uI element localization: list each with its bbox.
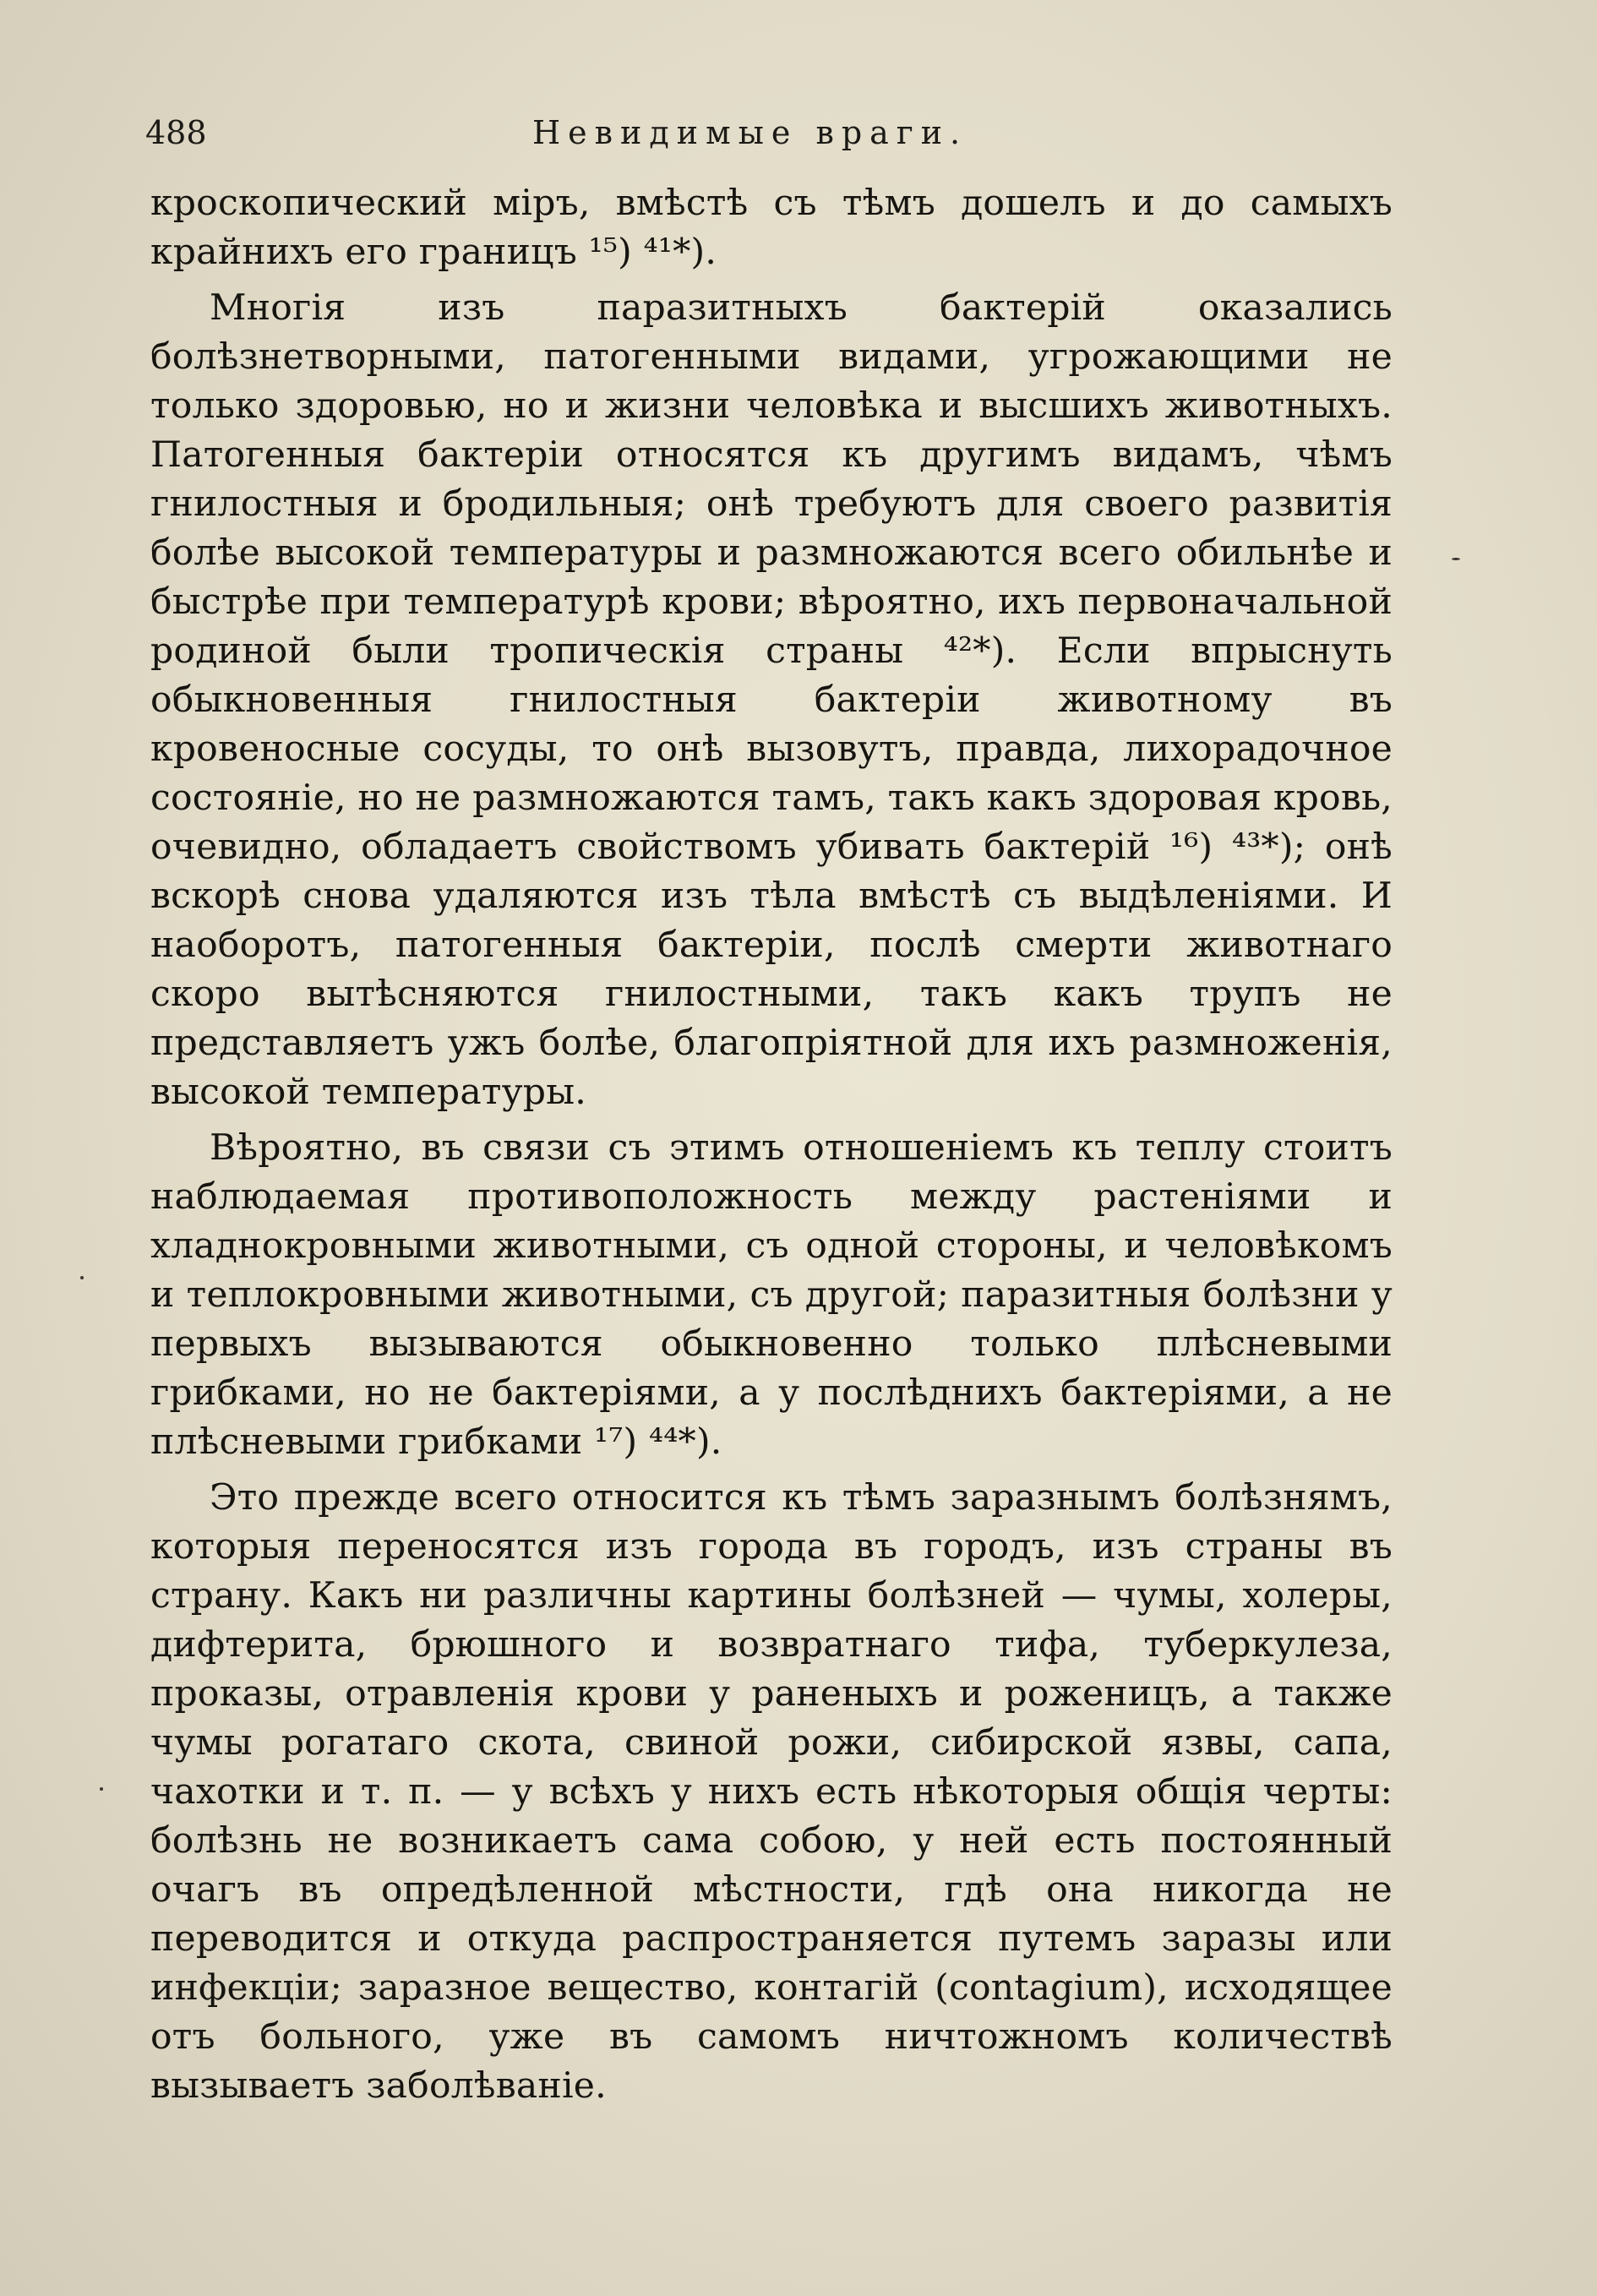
paragraph-continuation: кроскопический міръ, вмѣстѣ съ тѣмъ дошелъ и до самыхъ крайнихъ его границъ ¹⁵) ⁴¹*). <box>150 183 1393 273</box>
page-number: 488 <box>145 114 207 151</box>
paragraph-warm-blooded: Вѣроятно, въ связи съ этимъ отношеніемъ къ теплу стоитъ наблюдаемая противоположность между растеніями и хладнокровными животными, съ одной стороны, и человѣкомъ и теплокровными животными, съ другой; паразитныя болѣзни у первыхъ вызываются обыкновенно только плѣсневыми грибками, но не бактеріями, а у послѣднихъ бактеріями, а не плѣсневыми грибками ¹⁷) ⁴⁴*). <box>150 1127 1393 1463</box>
print-speck <box>1452 558 1460 560</box>
paragraph-pathogenic-bacteria: Многія изъ паразитныхъ бактерій оказались болѣзнетворными, патогенными видами, угрожающими не только здоровью, но и жизни человѣка и высшихъ животныхъ. Патогенныя бактеріи относятся къ другимъ видамъ, чѣмъ гнилостныя и бродильныя; онѣ требуютъ для своего развитія болѣе высокой температуры и размножаются всего обильнѣе и быстрѣе при температурѣ крови; вѣроятно, ихъ первоначальной родиной были тропическія страны ⁴²*). Если впрыснуть обыкновенныя гнилостныя бактеріи животному въ кровеносные сосуды, то онѣ вызовутъ, правда, лихорадочное состояніе, но не размножаются тамъ, такъ какъ здоровая кровь, очевидно, обладаетъ свойствомъ убивать бактерій ¹⁶) ⁴³*); онѣ вскорѣ снова удаляются изъ тѣла вмѣстѣ съ выдѣленіями. И наоборотъ, патогенныя бактеріи, послѣ смерти животнаго скоро вытѣсняются гнилостными, такъ какъ трупъ не представляетъ ужъ болѣе, благопріятной для ихъ размноженія, высокой температуры. <box>150 287 1393 1113</box>
page-header <box>0 114 1597 165</box>
body-text <box>150 179 1393 2111</box>
print-speck <box>100 1787 103 1791</box>
paragraph-contagious-diseases: Это прежде всего относится къ тѣмъ заразнымъ болѣзнямъ, которыя переносятся изъ города въ городъ, изъ страны въ страну. Какъ ни различны картины болѣзней — чумы, холеры, дифтерита, брюшного и возвратнаго тифа, туберкулеза, проказы, отравленія крови у раненыхъ и роженицъ, а также чумы рогатаго скота, свиной рожи, сибирской язвы, сапа, чахотки и т. п. — у всѣхъ у нихъ есть нѣкоторыя общія черты: болѣзнь не возникаетъ сама собою, у ней есть постоянный очагъ въ опредѣленной мѣстности, гдѣ она никогда не переводится и откуда распространяется путемъ заразы или инфекціи; заразное вещество, контагій (contagium), исходящее отъ больного, уже въ самомъ ничтожномъ количествѣ вызываетъ заболѣваніе. <box>150 1477 1393 2107</box>
running-title: Невидимые враги. <box>532 114 968 151</box>
print-speck <box>80 1276 84 1279</box>
